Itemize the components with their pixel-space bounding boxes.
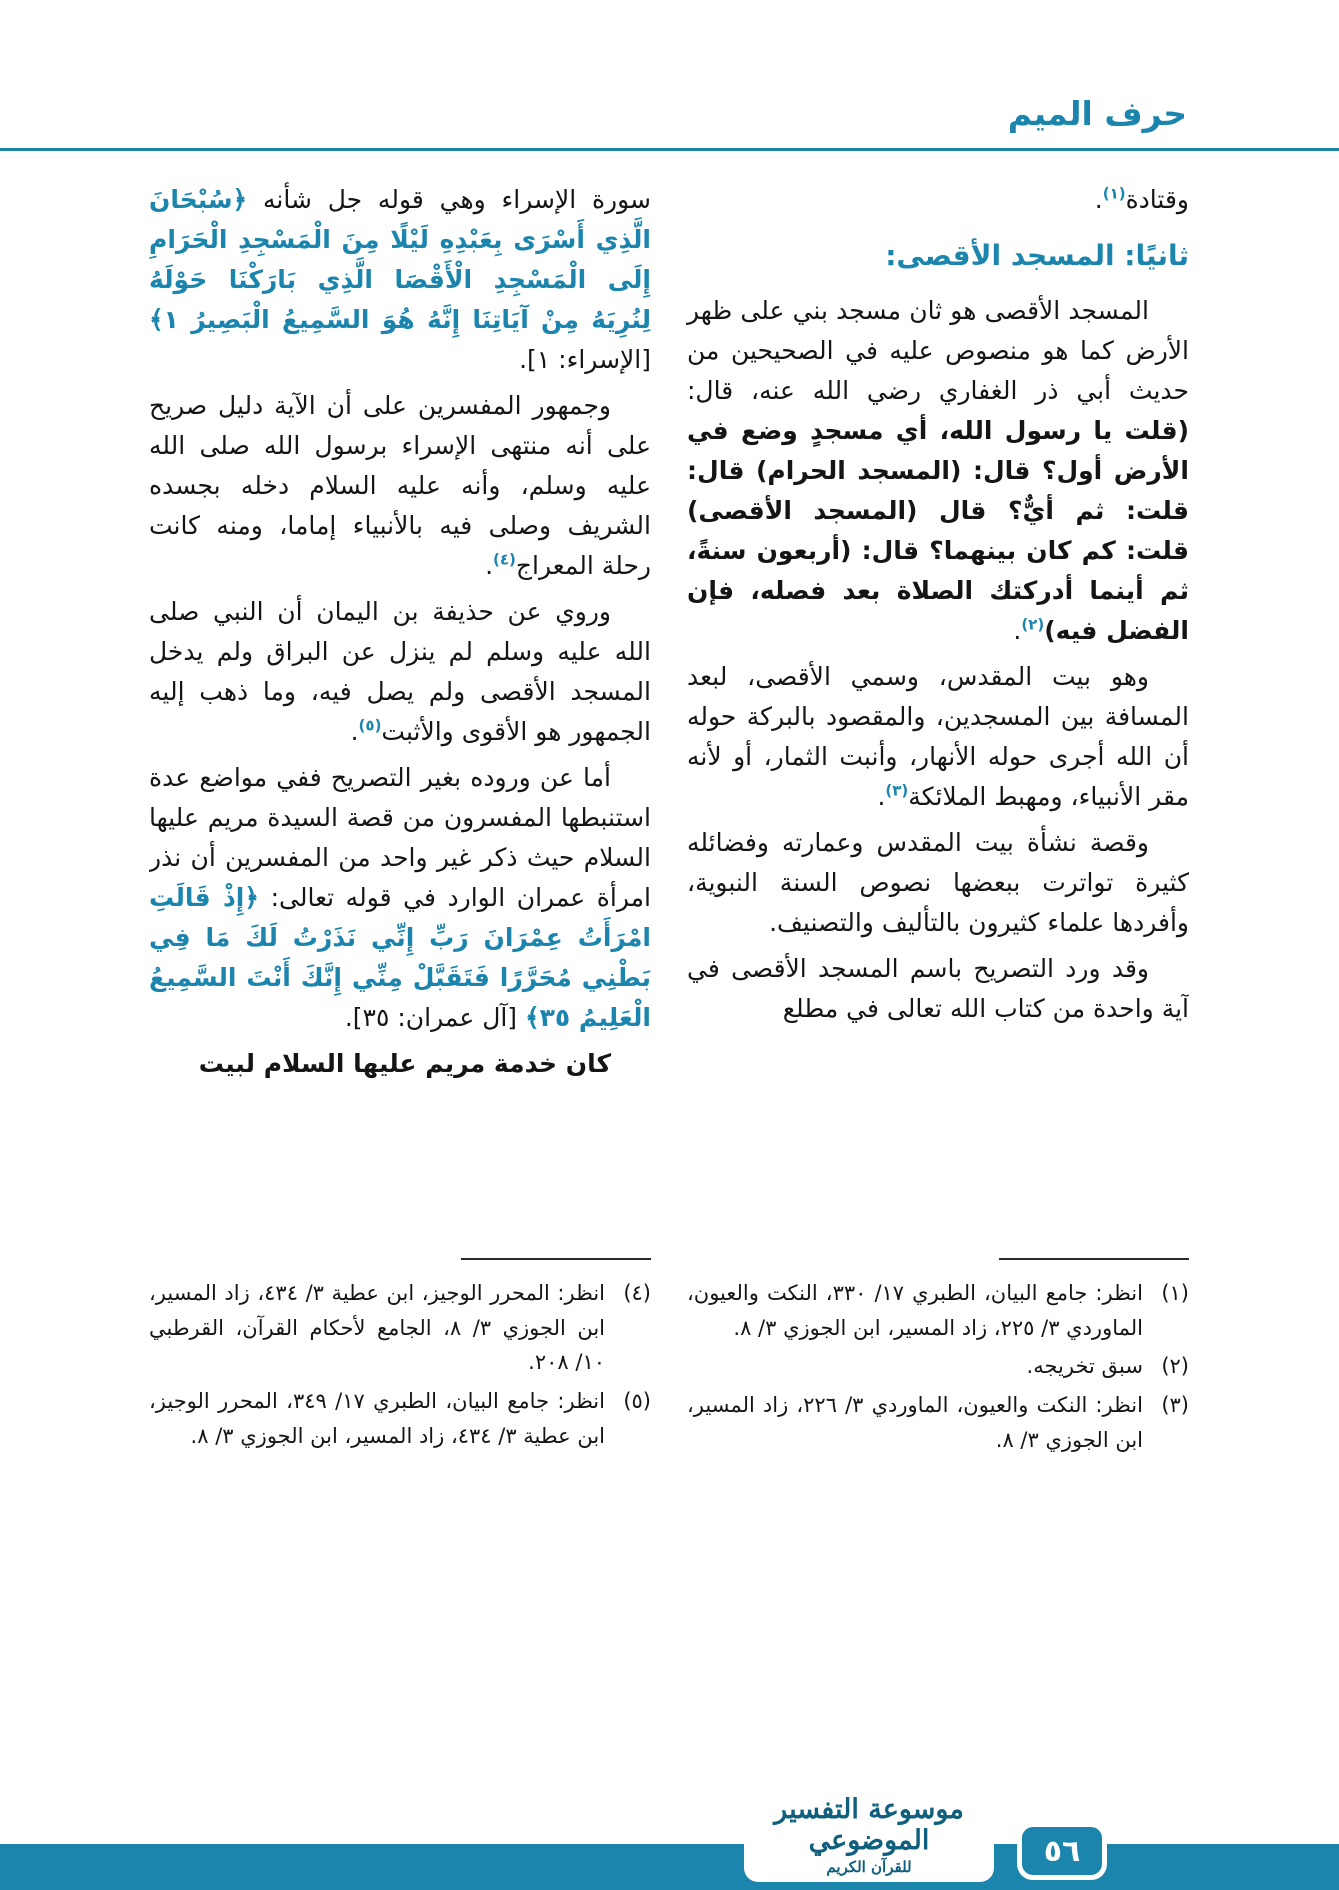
footnote-ref-4: (٤) [493,550,516,569]
verse-reference: [الإسراء: ١]. [519,345,651,374]
footnote-item [149,1384,651,1453]
body-text: وروي عن حذيفة بن اليمان أن النبي صلى الله عليه وسلم لم ينزل عن البراق ولم يدخل المسجد الأقصى ولم يصل فيه، وما ذهب إليه الجمهور هو الأقوى والأثبت [149,597,651,746]
column-left [149,180,651,1090]
footnote-item [687,1388,1189,1457]
footnote-text: انظر: النكت والعيون، الماوردي ٣/ ٢٢٦، زاد المسير، ابن الجوزي ٣/ ٨. [687,1392,1143,1452]
footnote-separator [461,1258,651,1260]
page-number: ٥٦ [1043,1833,1081,1869]
footnote-marker: (١) [1161,1281,1189,1305]
footnote-text: انظر: جامع البيان، الطبري ١٧/ ٣٣٠، النكت والعيون، الماوردي ٣/ ٢٢٥، زاد المسير، ابن الجوزي ٣/ ٨. [687,1281,1143,1340]
footnote-item [687,1349,1189,1384]
body-text: . [350,717,359,746]
body-text: وجمهور المفسرين على أن الآية دليل صريح على أنه منتهى الإسراء برسول الله صلى الله عليه وسلم، وأنه عليه السلام دخله بجسده الشريف وصلى فيه بالأنبياء إماما، ومنه كانت رحلة المعراج [149,391,651,580]
footnotes [149,1258,1189,1461]
hadith-text: (قلت يا رسول الله، أي مسجدٍ وضع في الأرض أول؟ قال: (المسجد الحرام) قال: قلت: ثم أيٌّ؟ قال (المسجد الأقصى) قلت: كم كان بينهما؟ قال: (أربعون سنةً، ثم أينما أدركتك الصلاة بعد فصله، فإن الفضل فيه) [687,415,1189,645]
footnote-ref-2: (٢) [1021,615,1045,634]
body-text: وقد ورد التصريح باسم المسجد الأقصى في آية واحدة من كتاب الله تعالى في مطلع [687,953,1189,1023]
chapter-header: حرف الميم [1007,94,1187,133]
footnote-text: سبق تخريجه. [1026,1354,1143,1379]
paragraph [687,949,1189,1029]
column-right [687,180,1189,1090]
footnote-marker: (٥) [623,1388,651,1413]
header-divider [0,148,1339,151]
footnote-marker: (٤) [623,1281,651,1305]
verse-reference: [آل عمران: ٣٥]. [344,1003,526,1032]
body-text: . [877,781,886,811]
paragraph-hadith [687,291,1189,651]
body-text: . [1094,185,1103,214]
body-text: . [1013,615,1022,645]
paragraph-with-verse [149,180,651,380]
footnote-ref-1: (١) [1102,184,1126,203]
footnote-text: انظر: جامع البيان، الطبري ١٧/ ٣٤٩، المحرر الوجيز، ابن عطية ٣/ ٤٣٤، زاد المسير، ابن الجوزي ٣/ ٨. [149,1388,605,1448]
publisher-logo-title: موسوعة التفسير الموضوعي [774,1793,964,1856]
publisher-logo [744,1790,994,1882]
body-text: وقتادة [1125,185,1189,214]
paragraph [149,1044,651,1084]
body-text: سورة الإسراء وهي قوله جل شأنه [247,185,651,214]
section-heading: ثانيًا: المسجد الأقصى: [885,239,1189,272]
footnote-text: انظر: المحرر الوجيز، ابن عطية ٣/ ٤٣٤، زاد المسير، ابن الجوزي ٣/ ٨، الجامع لأحكام القرآن، القرطبي ١٠/ ٢٠٨. [149,1281,605,1375]
footnote-item [687,1276,1189,1345]
body-text: أما عن وروده بغير التصريح ففي مواضع عدة استنبطها المفسرون من قصة السيدة مريم عليها السلام حيث ذكر غير واحد من المفسرين أن نذر امرأة عمران الوارد في قوله تعالى: [149,763,651,912]
footnote-ref-3: (٣) [885,781,909,800]
footnote-ref-5: (٥) [358,716,382,735]
quran-verse-isra: ﴿سُبْحَانَ الَّذِي أَسْرَى بِعَبْدِهِ لَيْلًا مِنَ الْمَسْجِدِ الْحَرَامِ إِلَى الْمَسْجِدِ الْأَقْصَا الَّذِي بَارَكْنَا حَوْلَهُ لِنُرِيَهُ مِنْ آيَاتِنَا إِنَّهُ هُوَ السَّمِيعُ الْبَصِيرُ ١﴾ [149,185,651,334]
paragraph [687,657,1189,817]
paragraph [149,386,651,586]
footnote-item [149,1276,651,1380]
footnote-separator [999,1258,1189,1260]
paragraph-with-verse [149,758,651,1038]
body-text: كان خدمة مريم عليها السلام لبيت [198,1049,611,1078]
body-text: وهو بيت المقدس، وسمي الأقصى، لبعد المسافة بين المسجدين، والمقصود بالبركة حوله أن الله أجرى حوله الأنهار، وأنبت الثمار، أو لأنه مقر الأنبياء، ومهبط الملائكة [687,661,1189,811]
quran-verse-al-imran: ﴿إِذْ قَالَتِ امْرَأَتُ عِمْرَانَ رَبِّ إِنِّي نَذَرْتُ لَكَ مَا فِي بَطْنِي مُحَرَّرًا فَتَقَبَّلْ مِنِّي إِنَّكَ أَنْتَ السَّمِيعُ الْعَلِيمُ ٣٥﴾ [149,883,651,1032]
body-text: وقصة نشأة بيت المقدس وعمارته وفضائله كثيرة تواترت ببعضها نصوص السنة النبوية، وأفردها علماء كثيرون بالتأليف والتصنيف. [687,827,1189,937]
paragraph [149,592,651,752]
footer-bar [0,1844,1339,1890]
paragraph-continuation [687,180,1189,220]
publisher-logo-subtitle: للقرآن الكريم [826,1858,912,1876]
page-number-badge [1017,1822,1107,1880]
text-columns [149,180,1189,1090]
body-text: المسجد الأقصى هو ثان مسجد بني على ظهر الأرض كما هو منصوص عليه في الصحيحين من حديث أبي ذر الغفاري رضي الله عنه، قال: [687,295,1189,405]
footnote-marker: (٢) [1161,1354,1189,1379]
footnotes-left [149,1258,651,1461]
paragraph [687,823,1189,943]
footnotes-right [687,1258,1189,1461]
footnote-marker: (٣) [1161,1392,1189,1417]
body-text: . [485,551,494,580]
